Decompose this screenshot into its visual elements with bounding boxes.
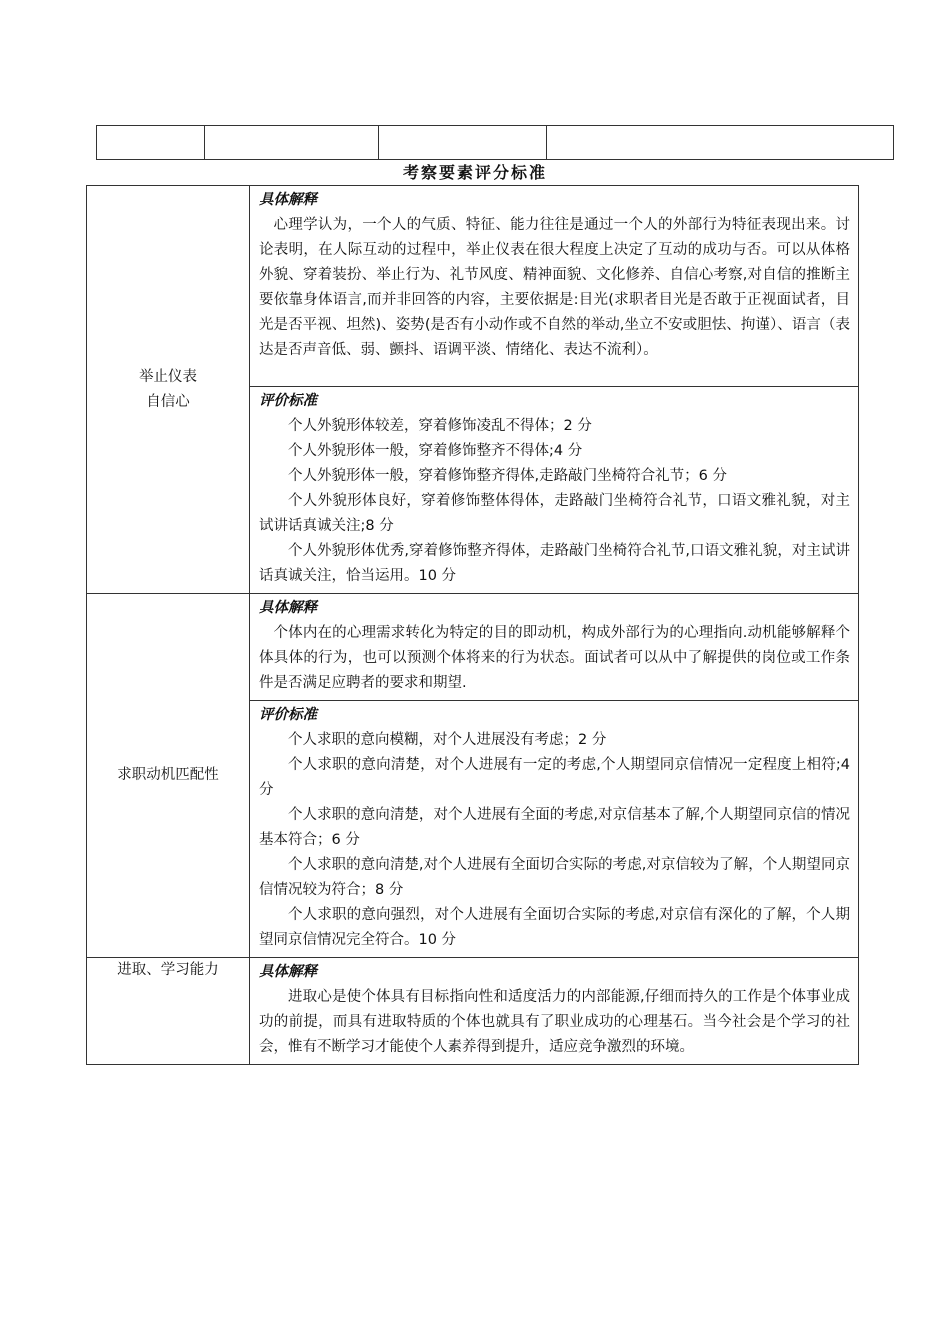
criteria-cell	[250, 701, 859, 958]
criteria-cell	[250, 387, 859, 594]
header-cell	[379, 126, 547, 160]
explanation-cell	[250, 186, 859, 387]
explanation-cell	[250, 958, 859, 1065]
header-cell	[205, 126, 379, 160]
header-info-table	[96, 125, 894, 160]
explanation-text: 心理学认为，一个人的气质、特征、能力往往是通过一个人的外部行为特征表现出来。讨论表明，在人际互动的过程中，举止仪表在很大程度上决定了互动的成功与否。可以从体格外貌、穿着装扮、举止行为、礼节风度、精神面貌、文化修养、自信心考察,对自信的推断主要依靠身体语言,而并非回答的内容，主要依据是:目光(求职者目光是否敢于正视面试者，目光是否平视、坦然)、姿势(是否有小动作或不自然的举动,坐立不安或胆怯、拘谨）、语言（表达是否声音低、弱、颤抖、语调平淡、情绪化、表达不流利）。	[259, 217, 850, 358]
criteria-item: 个人求职的意向模糊，对个人进展没有考虑；2 分	[288, 732, 607, 748]
factor-label-line: 举止仪表	[139, 368, 197, 385]
page-title: 考察要素评分标准	[402, 163, 547, 182]
table-row	[87, 186, 859, 387]
criteria-item: 个人外貌形体较差，穿着修饰凌乱不得体；2 分	[288, 418, 592, 434]
explanation-heading: 具体解释	[259, 964, 317, 980]
explanation-text: 进取心是使个体具有目标指向性和适度活力的内部能源,仔细而持久的工作是个体事业成功的前提，而具有进取特质的个体也就具有了职业成功的心理基石。当今社会是个学习的社会，惟有不断学习才能使个人素养得到提升，适应竞争激烈的环境。	[259, 989, 850, 1055]
evaluation-table	[86, 185, 859, 1065]
factor-label	[87, 594, 250, 958]
criteria-item: 个人外貌形体优秀,穿着修饰整齐得体，走路敲门坐椅符合礼节,口语文雅礼貌，对主试讲话真诚关注，恰当运用。10 分	[259, 543, 850, 584]
header-cell	[547, 126, 894, 160]
criteria-item: 个人求职的意向清楚,对个人进展有全面切合实际的考虑,对京信较为了解，个人期望同京信情况较为符合；8 分	[259, 857, 850, 898]
criteria-item: 个人求职的意向清楚，对个人进展有全面的考虑,对京信基本了解,个人期望同京信的情况基本符合；6 分	[259, 807, 850, 848]
explanation-text: 个体内在的心理需求转化为特定的目的即动机，构成外部行为的心理指向.动机能够解释个体具体的行为，也可以预测个体将来的行为状态。面试者可以从中了解提供的岗位或工作条件是否满足应聘者的要求和期望.	[259, 625, 850, 691]
criteria-heading: 评价标准	[259, 393, 317, 409]
criteria-item: 个人外貌形体一般，穿着修饰整齐不得体;4 分	[288, 443, 583, 459]
criteria-item: 个人外貌形体良好，穿着修饰整体得体，走路敲门坐椅符合礼节，口语文雅礼貌，对主试讲话真诚关注;8 分	[259, 493, 850, 534]
table-row	[87, 958, 859, 1065]
factor-label-line: 进取、学习能力	[117, 962, 219, 978]
criteria-item: 个人求职的意向清楚，对个人进展有一定的考虑,个人期望同京信情况一定程度上相符;4 分	[259, 757, 850, 798]
factor-label-line: 求职动机匹配性	[117, 767, 219, 783]
explanation-heading: 具体解释	[259, 600, 317, 616]
explanation-cell	[250, 594, 859, 701]
criteria-item: 个人求职的意向强烈，对个人进展有全面切合实际的考虑,对京信有深化的了解，个人期望同京信情况完全符合。10 分	[259, 907, 850, 948]
criteria-heading: 评价标准	[259, 707, 317, 723]
table-row	[87, 594, 859, 701]
explanation-heading: 具体解释	[259, 192, 317, 208]
factor-label	[87, 186, 250, 594]
criteria-item: 个人外貌形体一般，穿着修饰整齐得体,走路敲门坐椅符合礼节；6 分	[288, 468, 727, 484]
header-cell	[97, 126, 205, 160]
factor-label-line: 自信心	[146, 393, 190, 410]
factor-label	[87, 958, 250, 1065]
